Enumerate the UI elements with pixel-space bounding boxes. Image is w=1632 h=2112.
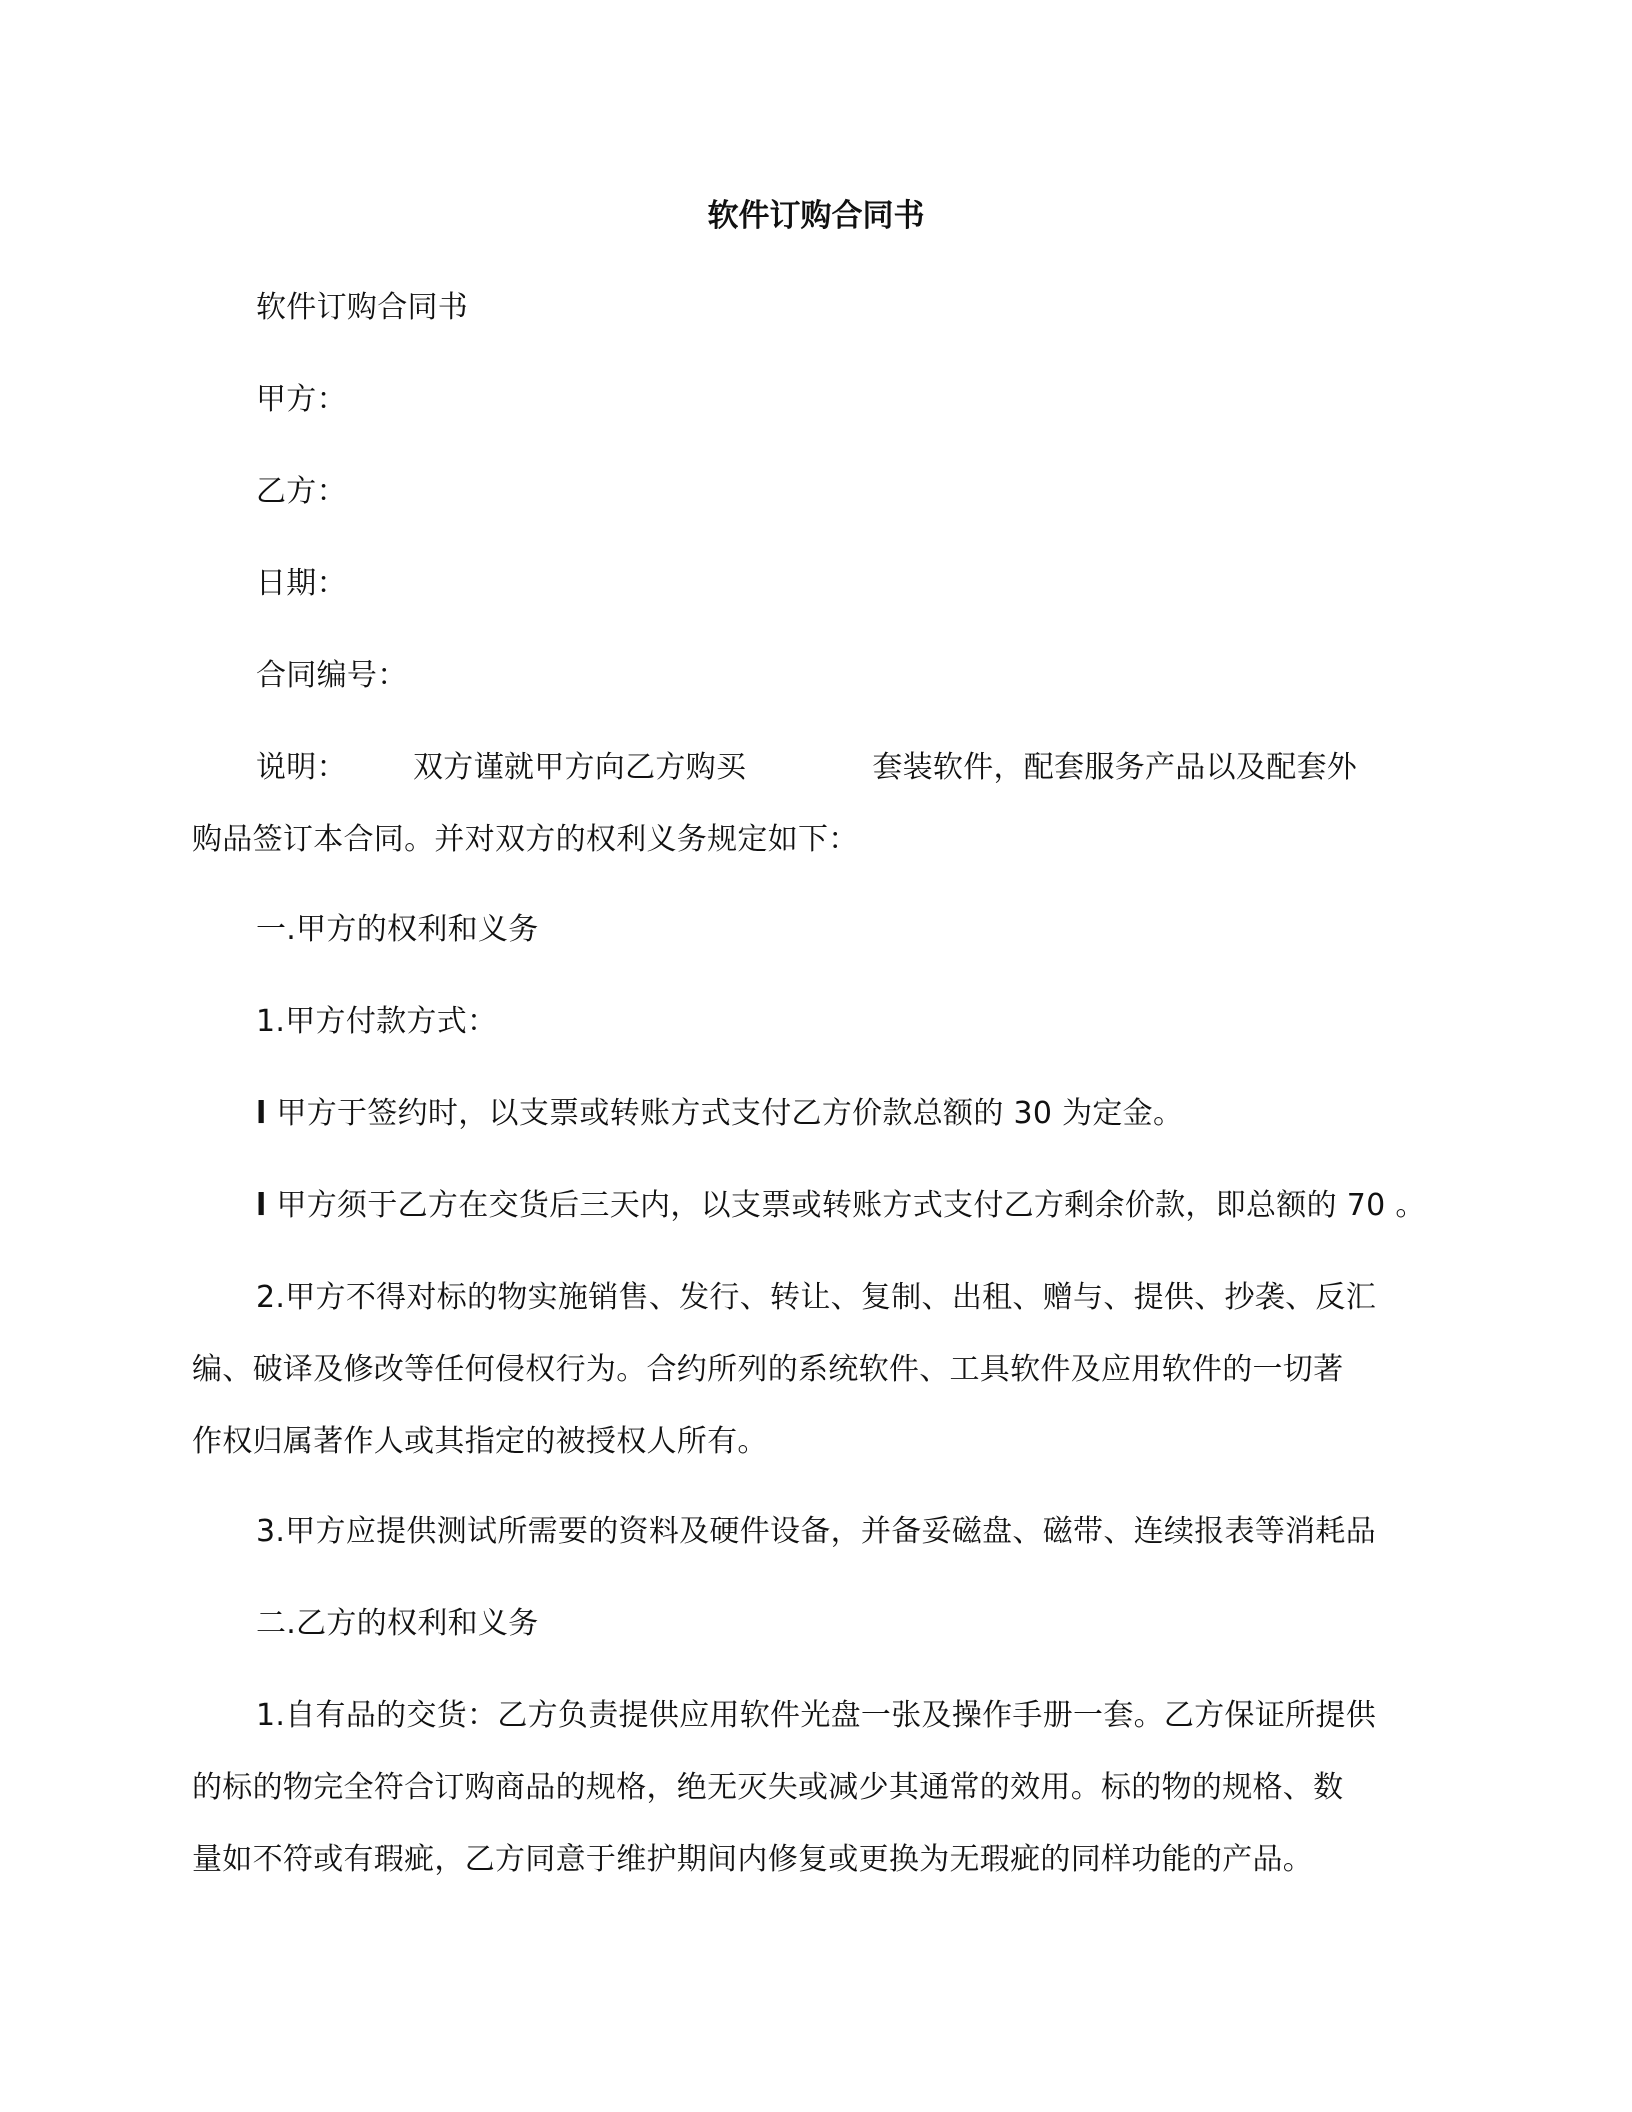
section-1-item-2-line-2: 编、破译及修改等任何侵权行为。合约所列的系统软件、工具软件及应用软件的一切著 xyxy=(192,1352,1344,1387)
payment-bullet-2-text: 甲方须于乙方在交货后三天内，以支票或转账方式支付乙方剩余价款，即总额的 70 。 xyxy=(276,1188,1426,1223)
section-2-heading: 二.乙方的权利和义务 xyxy=(256,1606,539,1641)
document-subtitle: 软件订购合同书 xyxy=(256,290,469,325)
party-a-label: 甲方： xyxy=(256,382,347,417)
intro-line-1 xyxy=(256,748,1357,788)
section-2-item-1-line-1: 1.自有品的交货：乙方负责提供应用软件光盘一张及操作手册一套。乙方保证所提供 xyxy=(256,1698,1377,1733)
section-1-item-1-heading: 1.甲方付款方式： xyxy=(256,1004,498,1039)
bullet-marker: l xyxy=(256,1188,267,1223)
intro-line-2: 购品签订本合同。并对双方的权利义务规定如下： xyxy=(192,822,859,857)
date-label: 日期： xyxy=(256,566,347,601)
section-1-item-3: 3.甲方应提供测试所需要的资料及硬件设备，并备妥磁盘、磁带、连续报表等消耗品 xyxy=(256,1514,1377,1549)
intro-text-part-1: 双方谨就甲方向乙方购买 xyxy=(413,750,747,785)
party-b-label: 乙方： xyxy=(256,474,347,509)
intro-text-part-2: 套装软件，配套服务产品以及配套外 xyxy=(872,750,1358,785)
intro-label: 说明： xyxy=(256,750,347,785)
bullet-marker: l xyxy=(256,1096,267,1131)
section-2-item-1-line-3: 量如不符或有瑕疵，乙方同意于维护期间内修复或更换为无瑕疵的同样功能的产品。 xyxy=(192,1842,1314,1877)
payment-bullet-1 xyxy=(256,1094,1183,1134)
section-1-item-2-line-3: 作权归属著作人或其指定的被授权人所有。 xyxy=(192,1424,768,1459)
section-1-heading: 一.甲方的权利和义务 xyxy=(256,912,539,947)
payment-bullet-2 xyxy=(256,1186,1426,1226)
payment-bullet-1-text: 甲方于签约时，以支票或转账方式支付乙方价款总额的 30 为定金。 xyxy=(276,1096,1184,1131)
section-2-item-1-line-2: 的标的物完全符合订购商品的规格，绝无灭失或减少其通常的效用。标的物的规格、数 xyxy=(192,1770,1344,1805)
contract-number-label: 合同编号： xyxy=(256,658,408,693)
document-title: 软件订购合同书 xyxy=(707,198,925,234)
section-1-item-2-line-1: 2.甲方不得对标的物实施销售、发行、转让、复制、出租、赠与、提供、抄袭、反汇 xyxy=(256,1280,1377,1315)
